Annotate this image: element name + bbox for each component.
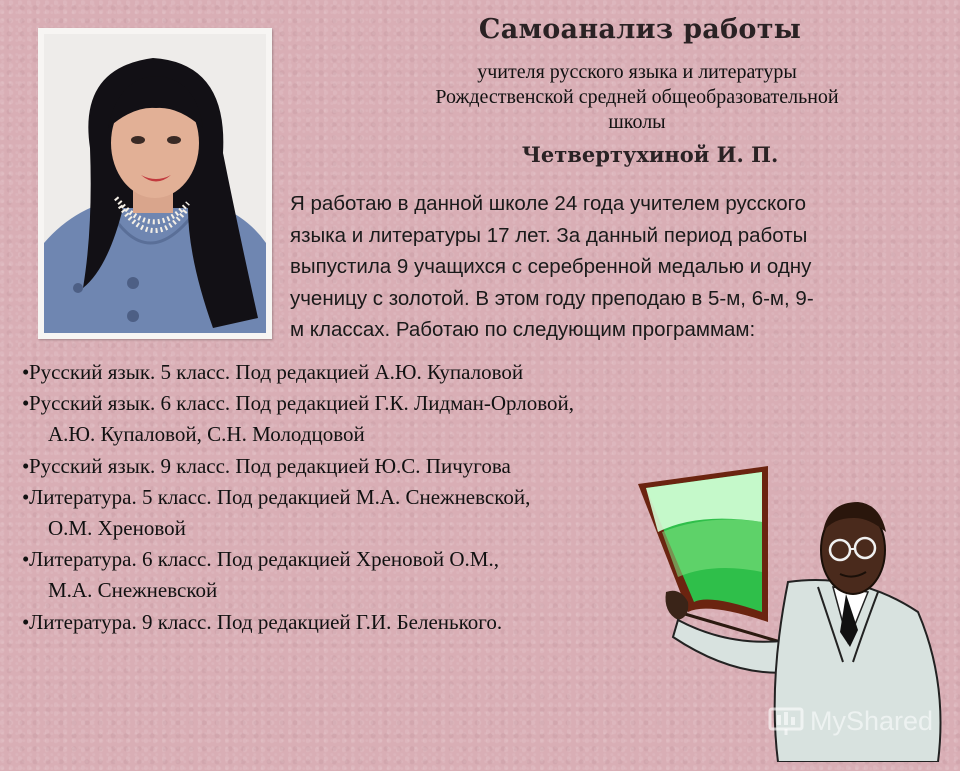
page-title: Самоанализ работы (478, 14, 802, 45)
intro-line: выпустила 9 учащихся с серебренной медалью и одну (290, 255, 812, 278)
teacher-portrait (38, 28, 272, 339)
bullet: • (22, 484, 30, 509)
subtitle-line: Рождественской средней общеобразовательной (435, 86, 839, 108)
watermark (768, 706, 933, 737)
intro-line: Я работаю в данной школе 24 года учителем русского (290, 192, 807, 215)
subtitle-line: школы (608, 111, 666, 133)
subtitle (372, 60, 902, 135)
program-text: Русский язык. 9 класс. Под редакцией Ю.С. Пичугова (29, 453, 511, 478)
intro-line: ученицу с золотой. В этом году преподаю в 5-м, 6-м, 9- (290, 286, 814, 310)
bullet: • (22, 547, 30, 572)
program-text-continuation: А.Ю. Купаловой, С.Н. Молодцовой (48, 422, 365, 447)
program-text: Литература. 5 класс. Под редакцией М.А. Снежневской, (29, 484, 531, 509)
program-text: Русский язык. 6 класс. Под редакцией Г.К. Лидман-Орловой, (29, 391, 574, 416)
program-text: Литература. 9 класс. Под редакцией Г.И. Беленького. (29, 609, 503, 634)
program-text: Литература. 6 класс. Под редакцией Хреновой О.М., (29, 547, 499, 572)
bullet: • (22, 391, 30, 416)
projector-icon (768, 707, 804, 737)
bullet: • (22, 360, 30, 384)
list-item (22, 544, 722, 606)
list-item (22, 482, 722, 544)
teacher-name: Четвертухиной И. П. (521, 142, 779, 167)
bullet: • (22, 453, 30, 478)
intro-line: языка и литературы 17 лет. За данный период работы (290, 223, 808, 247)
program-text: Русский язык. 5 класс. Под редакцией А.Ю. Купаловой (29, 360, 524, 384)
list-item (22, 451, 722, 482)
subtitle-line: учителя русского языка и литературы (477, 61, 797, 83)
list-item (22, 388, 722, 450)
intro-line: м классах. Работаю по следующим программам: (290, 318, 756, 341)
portrait-photo-icon (38, 28, 272, 339)
intro-paragraph (290, 188, 930, 346)
projector-screen-icon (638, 466, 768, 622)
program-text-continuation: О.М. Хреновой (48, 516, 186, 541)
program-text-continuation: М.А. Снежневской (48, 578, 218, 603)
watermark-text: MyShared (810, 706, 934, 736)
list-item (22, 607, 722, 638)
programs-list (22, 357, 722, 638)
bullet: • (22, 609, 30, 634)
list-item (22, 357, 722, 388)
